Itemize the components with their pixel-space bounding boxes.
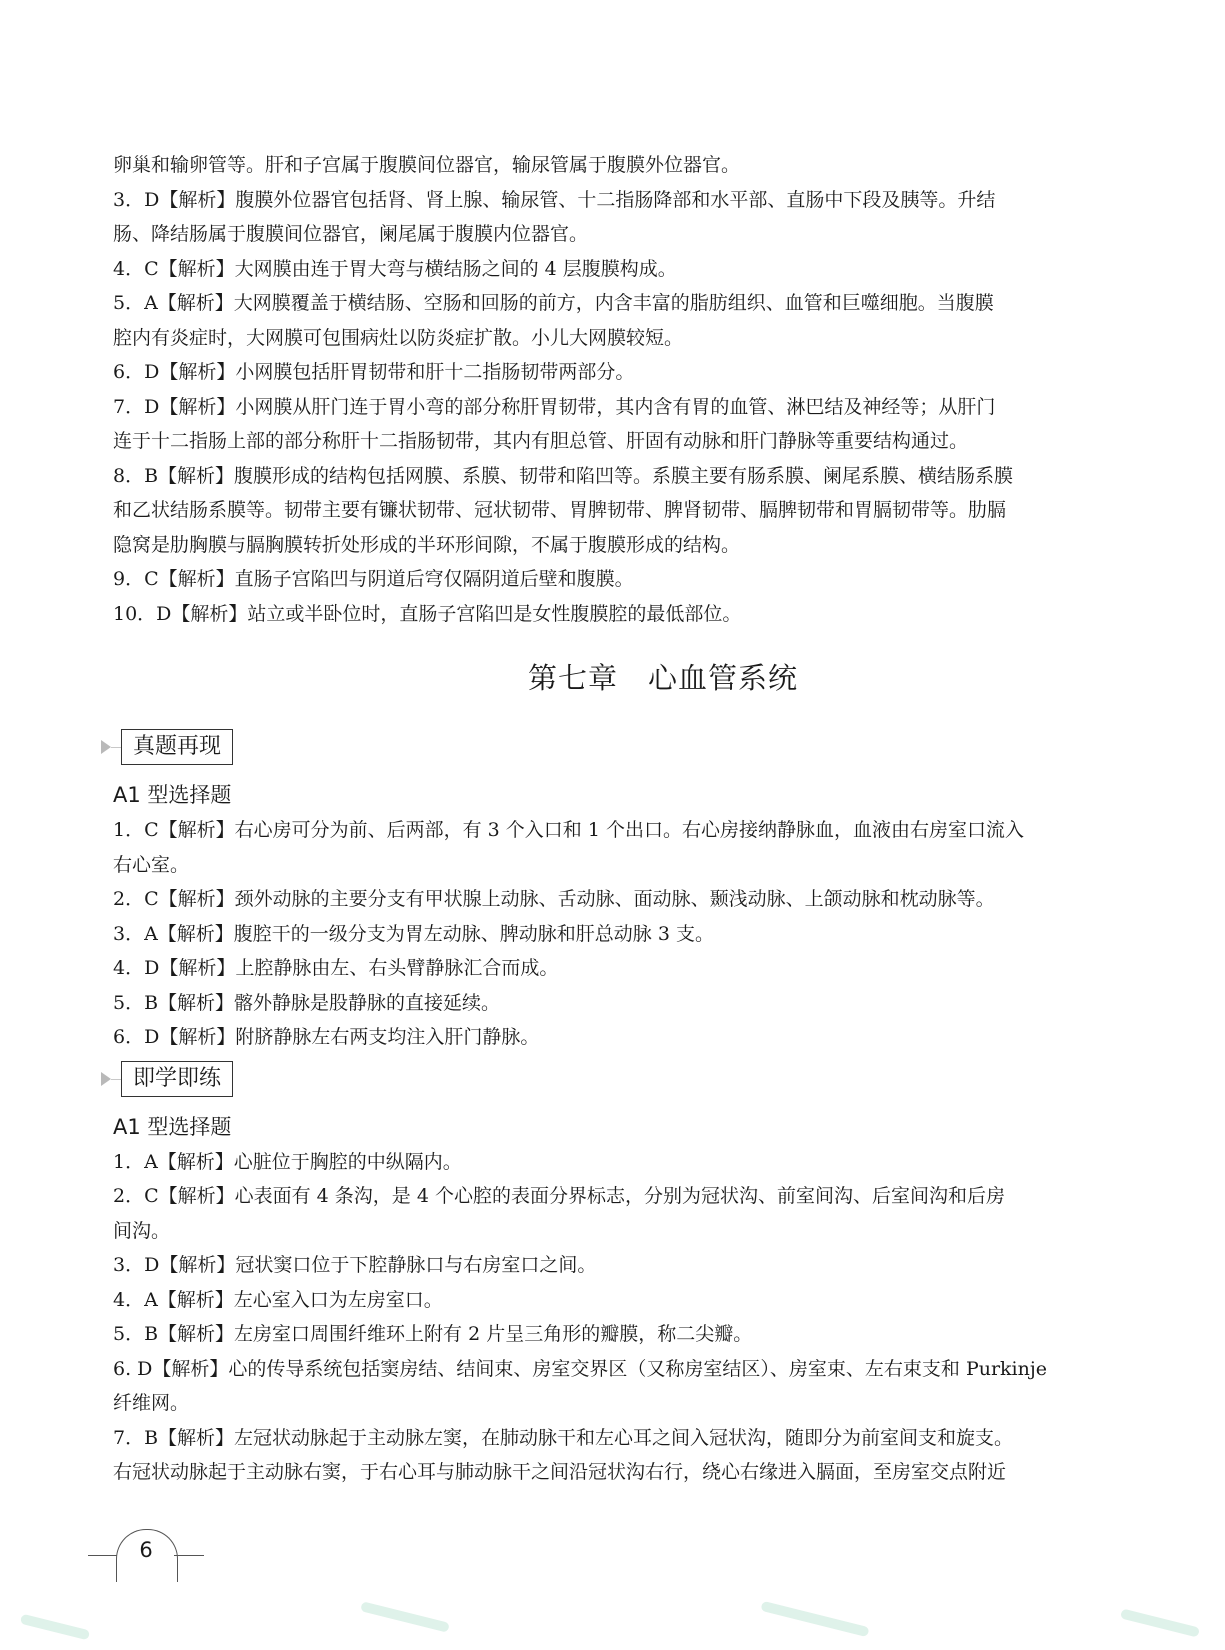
text-line: 间沟。 <box>113 1219 171 1242</box>
text-line: 7．B【解析】左冠状动脉起于主动脉左窦，在肺动脉干和左心耳之间入冠状沟，随即分为前室间支和旋支。 <box>113 1426 1014 1449</box>
text-line: 2．C【解析】颈外动脉的主要分支有甲状腺上动脉、舌动脉、面动脉、颞浅动脉、上颌动脉和枕动脉等。 <box>113 888 995 910</box>
section-header-zhenti <box>101 729 1113 767</box>
triangle-marker-icon <box>101 1072 111 1086</box>
text-line: 5．A【解析】大网膜覆盖于横结肠、空肠和回肠的前方，内含丰富的脂肪组织、血管和巨噬细胞。当腹膜 <box>113 292 994 314</box>
text-line: 8．B【解析】腹膜形成的结构包括网膜、系膜、韧带和陷凹等。系膜主要有肠系膜、阑尾系膜、横结肠系膜 <box>113 464 1014 487</box>
decor-stroke <box>760 1601 869 1637</box>
text-line: 5．B【解析】左房室口周围纤维环上附有 2 片呈三角形的瓣膜，称二尖瓣。 <box>113 1323 753 1345</box>
text-line: 10．D【解析】站立或半卧位时，直肠子宫陷凹是女性腹膜腔的最低部位。 <box>113 602 742 625</box>
text-line: 卵巢和输卵管等。肝和子宫属于腹膜间位器官，输尿管属于腹膜外位器官。 <box>113 154 741 176</box>
section-title: 即学即练 <box>121 1061 233 1097</box>
text-line: 肠、降结肠属于腹膜间位器官，阑尾属于腹膜内位器官。 <box>113 223 589 245</box>
text-line: 右冠状动脉起于主动脉右窦，于右心耳与肺动脉干之间沿冠状沟右行，绕心右缘进入膈面，至房室交点附近 <box>113 1461 1007 1483</box>
text-line: 5．B【解析】髂外静脉是股静脉的直接延续。 <box>113 991 501 1014</box>
text-line: 4．C【解析】大网膜由连于胃大弯与横结肠之间的 4 层腹膜构成。 <box>113 257 677 280</box>
text-line: 1．A【解析】心脏位于胸腔的中纵隔内。 <box>113 1150 462 1173</box>
text-line: 6．D【解析】小网膜包括肝胃韧带和肝十二指肠韧带两部分。 <box>113 361 635 383</box>
text-line: 和乙状结肠系膜等。韧带主要有镰状韧带、冠状韧带、胃脾韧带、脾肾韧带、膈脾韧带和胃膈韧带等。肋膈 <box>113 499 1007 521</box>
text-line: 3．D【解析】冠状窦口位于下腔静脉口与右房室口之间。 <box>113 1254 597 1276</box>
marker-line <box>111 747 121 748</box>
text-line: 1．C【解析】右心房可分为前、后两部，有 3 个入口和 1 个出口。右心房接纳静脉血，血液由右房室口流入 <box>113 819 1024 841</box>
footer-decoration <box>0 1600 1225 1650</box>
marker-line <box>111 1079 121 1080</box>
text-line: 2．C【解析】心表面有 4 条沟，是 4 个心腔的表面分界标志，分别为冠状沟、前室间沟、后室间沟和后房 <box>113 1185 1005 1207</box>
decor-stroke <box>1120 1608 1200 1637</box>
text-line: 4．A【解析】左心室入口为左房室口。 <box>113 1288 443 1311</box>
section-header-jixue <box>101 1061 1113 1099</box>
decor-stroke <box>20 1614 90 1641</box>
decor-stroke <box>360 1601 450 1632</box>
divider <box>174 1555 204 1556</box>
text-line: 6．D【解析】附脐静脉左右两支均注入肝门静脉。 <box>113 1026 540 1048</box>
text-line: 隐窝是肋胸膜与膈胸膜转折处形成的半环形间隙，不属于腹膜形成的结构。 <box>113 533 741 556</box>
divider <box>88 1555 118 1556</box>
text-line: 3．A【解析】腹腔干的一级分支为胃左动脉、脾动脉和肝总动脉 3 支。 <box>113 922 714 945</box>
text-line: 6. D【解析】心的传导系统包括窦房结、结间束、房室交界区（又称房室结区）、房室束、左右束支和 Purkinje <box>113 1357 1048 1380</box>
text-line: 9．C【解析】直肠子宫陷凹与阴道后穹仅隔阴道后壁和腹膜。 <box>113 568 634 590</box>
text-line: 右心室。 <box>113 853 190 876</box>
text-block-section2 <box>113 1145 1113 1490</box>
text-line: 纤维网。 <box>113 1392 190 1414</box>
text-line: 连于十二指肠上部的部分称肝十二指肠韧带，其内有胆总管、肝固有动脉和肝门静脉等重要结构通过。 <box>113 430 969 452</box>
text-block-top <box>113 148 1113 631</box>
page-content <box>113 148 1113 1490</box>
text-block-section1 <box>113 813 1113 1055</box>
text-line: 3．D【解析】腹膜外位器官包括肾、肾上腺、输尿管、十二指肠降部和水平部、直肠中下段及胰等。升结 <box>113 188 996 211</box>
triangle-marker-icon <box>101 740 111 754</box>
page-number: 6 <box>139 1538 153 1562</box>
text-line: 4．D【解析】上腔静脉由左、右头臂静脉汇合而成。 <box>113 957 559 979</box>
question-type-heading: A1 型选择题 <box>113 783 232 807</box>
section-title: 真题再现 <box>121 729 233 765</box>
text-line: 7．D【解析】小网膜从肝门连于胃小弯的部分称肝胃韧带，其内含有胃的血管、淋巴结及神经等；从肝门 <box>113 395 996 418</box>
page-number-badge <box>88 1528 204 1578</box>
question-type-heading: A1 型选择题 <box>113 1114 232 1139</box>
text-line: 腔内有炎症时，大网膜可包围病灶以防炎症扩散。小儿大网膜较短。 <box>113 326 684 349</box>
chapter-title: 第七章 心血管系统 <box>527 661 798 695</box>
